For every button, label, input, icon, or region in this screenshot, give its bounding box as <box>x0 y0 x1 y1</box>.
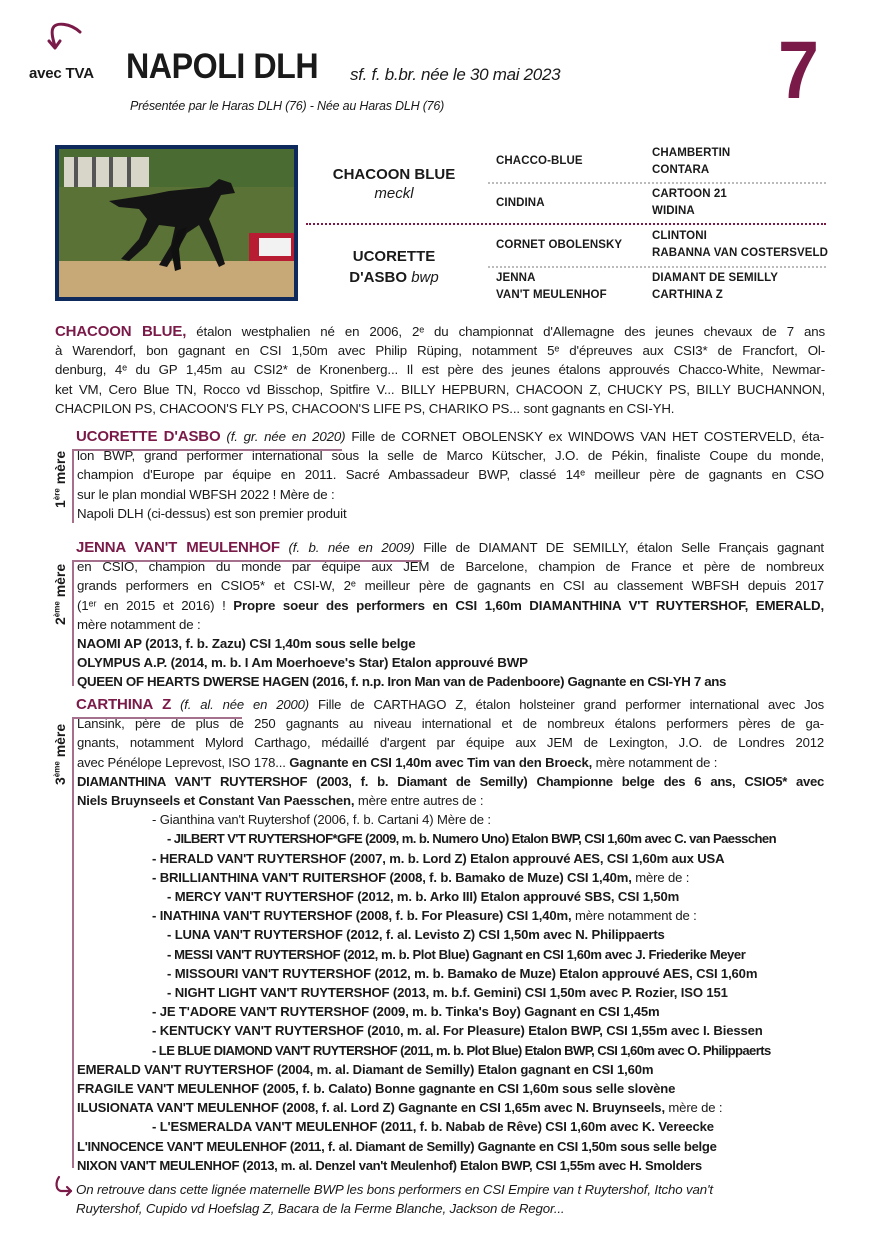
sire-name: CHACOON BLUE <box>332 166 456 183</box>
pedigree-ggp-8: CARTHINA Z <box>652 289 723 301</box>
dam3-descendant: - HERALD VAN'T RUYTERSHOF (2007, m. b. Lord Z) Etalon approuvé AES, CSI 1,60m aux USA <box>152 850 725 866</box>
dam3-line-bold: Gagnante en CSI 1,40m avec Tim van den Broeck, <box>289 754 593 770</box>
dam3-line: mère notamment de : <box>571 908 697 924</box>
dam3-line: mère de : <box>664 1100 723 1116</box>
pedigree-divider <box>488 266 826 268</box>
dam3-product: L'INNOCENCE VAN'T MEULENHOF (2011, f. al. Diamant de Semilly) Gagnante en CSI 1,50m sous selle belge <box>77 1138 717 1154</box>
dam2-line: (1ᵉʳ en 2015 et 2016) ! <box>77 597 234 613</box>
dam1-line: sur le plan mondial WBFSH 2022 ! Mère de : <box>77 486 335 502</box>
sire-studbook: meckl <box>374 185 414 202</box>
pedigree-sire-sire: CHACCO-BLUE <box>496 155 583 167</box>
dam3-descendant: - LUNA VAN'T RUYTERSHOF (2012, f. al. Levisto Z) CSI 1,50m avec N. Philippaerts <box>167 927 665 943</box>
bracket-line <box>72 560 74 686</box>
dam1-section <box>72 427 824 525</box>
pedigree-ggp-4: WIDINA <box>652 205 695 217</box>
heading-underline <box>72 717 242 719</box>
dam3-generation-label: 3ème mère <box>52 723 68 785</box>
presented-by: Présentée par le Haras DLH (76) - Née au Haras DLH (76) <box>130 99 445 113</box>
heading-underline <box>72 449 342 451</box>
tva-label: avec TVA <box>29 65 94 82</box>
dam1-line: champion d'Europe par équipe en 2011. Sacré Ambassadeur BWP, classé 14ᵉ meilleur père de gagnants en CSO <box>77 467 824 483</box>
dam3-descendant: - BRILLIANTHINA VAN'T RUITERSHOF (2008, f. b. Bamako de Muze) CSI 1,40m, <box>152 869 632 885</box>
dam2-line: en CSIO, champion du monde par équipe aux JEM de Barcelone, champion de France et père de nombreux <box>77 559 824 575</box>
dam1-line: lon BWP, grand performer international sous la selle de Marco Kütscher, J.O. de Pékin, finaliste Coupe du monde, <box>77 448 824 464</box>
pedigree-ggp-3: CARTOON 21 <box>652 188 727 200</box>
bracket-line <box>72 449 74 523</box>
dam1-name: UCORETTE D'ASBO <box>76 428 221 445</box>
dam3-descendant: - MERCY VAN'T RUYTERSHOF (2012, m. b. Arko III) Etalon approuvé SBS, CSI 1,50m <box>167 889 680 905</box>
dam1-line: Napoli DLH (ci-dessus) est son premier produit <box>77 505 347 521</box>
dam-dam-line1: JENNA <box>496 272 536 284</box>
dam2-name: JENNA VAN'T MEULENHOF <box>76 539 280 556</box>
dam3-line-bold: DIAMANTHINA VAN'T RUYTERSHOF (2003, f. b. Diamant de Semilly) Championne belge des 6 ans, CSIO5* avec <box>77 773 824 789</box>
bracket-line <box>72 717 74 1168</box>
dam3-descendant: - KENTUCKY VAN'T RUYTERSHOF (2010, m. al. For Pleasure) Etalon BWP, CSI 1,55m avec I. Biessen <box>152 1023 763 1039</box>
footer-note <box>76 1180 836 1218</box>
dam2-product: QUEEN OF HEARTS DWERSE HAGEN (2016, f. n.p. Iron Man van de Padenboore) Gagnante en CSI-YH 7 ans <box>77 674 727 690</box>
dam1-info: (f. gr. née en 2020) <box>220 429 346 444</box>
dam3-descendant: - INATHINA VAN'T RUYTERSHOF (2008, f. b. For Pleasure) CSI 1,40m, <box>152 908 572 924</box>
dam3-descendant: - L'ESMERALDA VAN'T MEULENHOF (2011, f. b. Nabab de Rêve) CSI 1,60m avec K. Vereecke <box>152 1119 714 1135</box>
dam3-descendant: - LE BLUE DIAMOND VAN'T RUYTERSHOF (2011, m. b. Plot Blue) Etalon BWP, CSI 1,60m avec O. Philippaerts <box>152 1042 771 1058</box>
dam3-line: gnants, notamment Mylord Carthago, médaillé d'argent par équipe aux JEM de Lexington, J.O. de Londres 2012 <box>77 735 824 751</box>
dam1-line: Fille de CORNET OBOLENSKY ex WINDOWS VAN HET COSTERVELD, éta- <box>345 429 824 444</box>
dam3-line-bold: Niels Bruynseels et Constant Van Paesschen, <box>77 793 355 809</box>
dam2-line: grands performers en CSIO5* et CSI-W, 2ᵉ meilleur père de gagnants en CSI au classement WBFSH depuis 2017 <box>77 578 824 594</box>
footer-line: On retrouve dans cette lignée maternelle BWP les bons performers en CSI Empire van t Ruytershof, Itcho van't <box>76 1182 713 1197</box>
dam3-descendant: - JILBERT V'T RUYTERSHOF*GFE (2009, m. b. Numero Uno) Etalon BWP, CSI 1,60m avec C. van Paesschen <box>167 831 776 847</box>
dam-dam-line2: VAN'T MEULENHOF <box>496 289 607 301</box>
dam3-product: NIXON VAN'T MEULENHOF (2013, m. al. Denzel van't Meulenhof) Etalon BWP, CSI 1,55m avec H. Smolders <box>77 1157 702 1173</box>
return-arrow-icon <box>53 1175 75 1197</box>
dam1-generation-label: 1ère mère <box>52 450 68 508</box>
sire-line: étalon westphalien né en 2006, 2ᵉ du championnat d'Allemagne des jeunes chevaux de 7 ans <box>186 324 825 339</box>
dam-name-line2: D'ASBO <box>349 269 408 286</box>
pedigree-ggp-2: CONTARA <box>652 164 710 176</box>
dam3-line: mère de : <box>631 869 690 885</box>
sire-line: CHACPILON PS, CHACOON'S FLY PS, CHACOON'S LIFE PS, CHARIKO PS... sont gagnants en CSI-YH. <box>55 400 675 416</box>
dam3-descendant: - Gianthina van't Ruytershof (2006, f. b. Cartani 4) Mère de : <box>152 812 491 828</box>
pedigree-divider <box>488 182 826 184</box>
sire-paragraph-name: CHACOON BLUE, <box>55 323 187 340</box>
sire-line: denburg, 4ᵉ du GP 1,45m au CSI2* de Kronenberg... Il est père des jeunes étalons approuvés Chacco-White, Newmar- <box>55 362 825 378</box>
dam2-section <box>72 538 824 688</box>
dam-studbook: bwp <box>411 269 439 286</box>
pedigree-sire-dam: CINDINA <box>496 197 545 209</box>
dam3-descendant: - MESSI VAN'T RUYTERSHOF (2012, m. b. Plot Blue) Gagnant en CSI 1,60m avec J. Friederike Meyer <box>167 946 746 962</box>
dam3-product: ILUSIONATA VAN'T MEULENHOF (2008, f. al. Lord Z) Gagnante en CSI 1,65m avec N. Bruynseels, <box>77 1100 665 1116</box>
dam3-descendant: - NIGHT LIGHT VAN'T RUYTERSHOF (2013, m. b.f. Gemini) CSI 1,50m avec P. Rozier, ISO 151 <box>167 985 728 1001</box>
pedigree-ggp-6: RABANNA VAN COSTERSVELD <box>652 247 829 259</box>
dam2-info: (f. b. née en 2009) <box>279 540 415 555</box>
dam-name-line1: UCORETTE <box>352 248 436 265</box>
pedigree-main-divider <box>306 223 826 225</box>
horse-name: NAPOLI DLH <box>126 47 319 86</box>
dam2-product: OLYMPUS A.P. (2014, m. b. I Am Moerhoeve's Star) Etalon approuvé BWP <box>77 655 528 671</box>
dam3-line: mère notamment de : <box>592 754 718 770</box>
footer-line: Ruytershof, Cupido vd Hoefslag Z, Bacara de la Ferme Blanche, Jackson de Regor... <box>76 1201 565 1216</box>
dam3-name: CARTHINA Z <box>76 696 172 713</box>
dam3-section <box>72 695 825 1173</box>
pedigree-ggp-1: CHAMBERTIN <box>652 147 731 159</box>
dam3-line: Lansink, père de plus de 250 gagnants au niveau international et de nombreux étalons performers pères de ga- <box>77 716 824 732</box>
dam3-line: avec Pénélope Leprevost, ISO 178... <box>77 754 290 770</box>
foal-photo-image <box>59 149 294 297</box>
dam2-line-bold: Propre soeur des performers en CSI 1,60m DIAMANTHINA V'T RUYTERSHOF, EMERALD, <box>233 597 824 613</box>
curved-arrow-down-icon <box>44 22 84 52</box>
dam3-product: FRAGILE VAN'T MEULENHOF (2005, f. b. Calato) Bonne gagnante en CSI 1,60m sous selle slovène <box>77 1081 676 1097</box>
horse-description: sf. f. b.br. née le 30 mai 2023 <box>350 65 561 84</box>
pedigree-dam-dam <box>496 270 607 304</box>
horse-photo <box>55 145 298 301</box>
pedigree-dam <box>322 246 466 288</box>
pedigree-dam-sire: CORNET OBOLENSKY <box>496 239 623 251</box>
dam3-line: mère entre autres de : <box>354 793 484 809</box>
dam2-product: NAOMI AP (2013, f. b. Zazu) CSI 1,40m sous selle belge <box>77 636 416 652</box>
sire-paragraph <box>55 322 825 418</box>
pedigree-ggp-7: DIAMANT DE SEMILLY <box>652 272 778 284</box>
sire-line: ket VM, Cero Blue TN, Rocco vd Bisschop, Spitfire V... BILLY HEPBURN, CHACOON Z, CHUCKY PS, BILLY BUCHANNON, <box>55 381 825 397</box>
sire-line: à Warendorf, bon gagnant en CSI 1,50m avec Philip Rüping, notamment 5ᵉ d'épreuves aux CSI3* de Francfort, Ol- <box>55 343 825 359</box>
dam2-line: mère notamment de : <box>77 616 201 632</box>
pedigree-sire <box>322 164 466 204</box>
dam3-descendant: - JE T'ADORE VAN'T RUYTERSHOF (2009, m. b. Tinka's Boy) Gagnant en CSI 1,45m <box>152 1004 660 1020</box>
dam2-generation-label: 2ème mère <box>52 563 68 625</box>
dam3-info: (f. al. née en 2000) <box>171 697 309 712</box>
heading-underline <box>72 560 422 562</box>
dam3-descendant: - MISSOURI VAN'T RUYTERSHOF (2012, m. b. Bamako de Muze) Etalon approuvé AES, CSI 1,60m <box>167 965 758 981</box>
lot-number: 7 <box>778 25 820 116</box>
dam3-line: Fille de CARTHAGO Z, étalon holsteiner grand performer international avec Jos <box>309 697 825 712</box>
dam2-line: Fille de DIAMANT DE SEMILLY, étalon Selle Français gagnant <box>414 540 824 555</box>
pedigree-ggp-5: CLINTONI <box>652 230 707 242</box>
dam3-product: EMERALD VAN'T RUYTERSHOF (2004, m. al. Diamant de Semilly) Etalon gagnant en CSI 1,60m <box>77 1061 654 1077</box>
